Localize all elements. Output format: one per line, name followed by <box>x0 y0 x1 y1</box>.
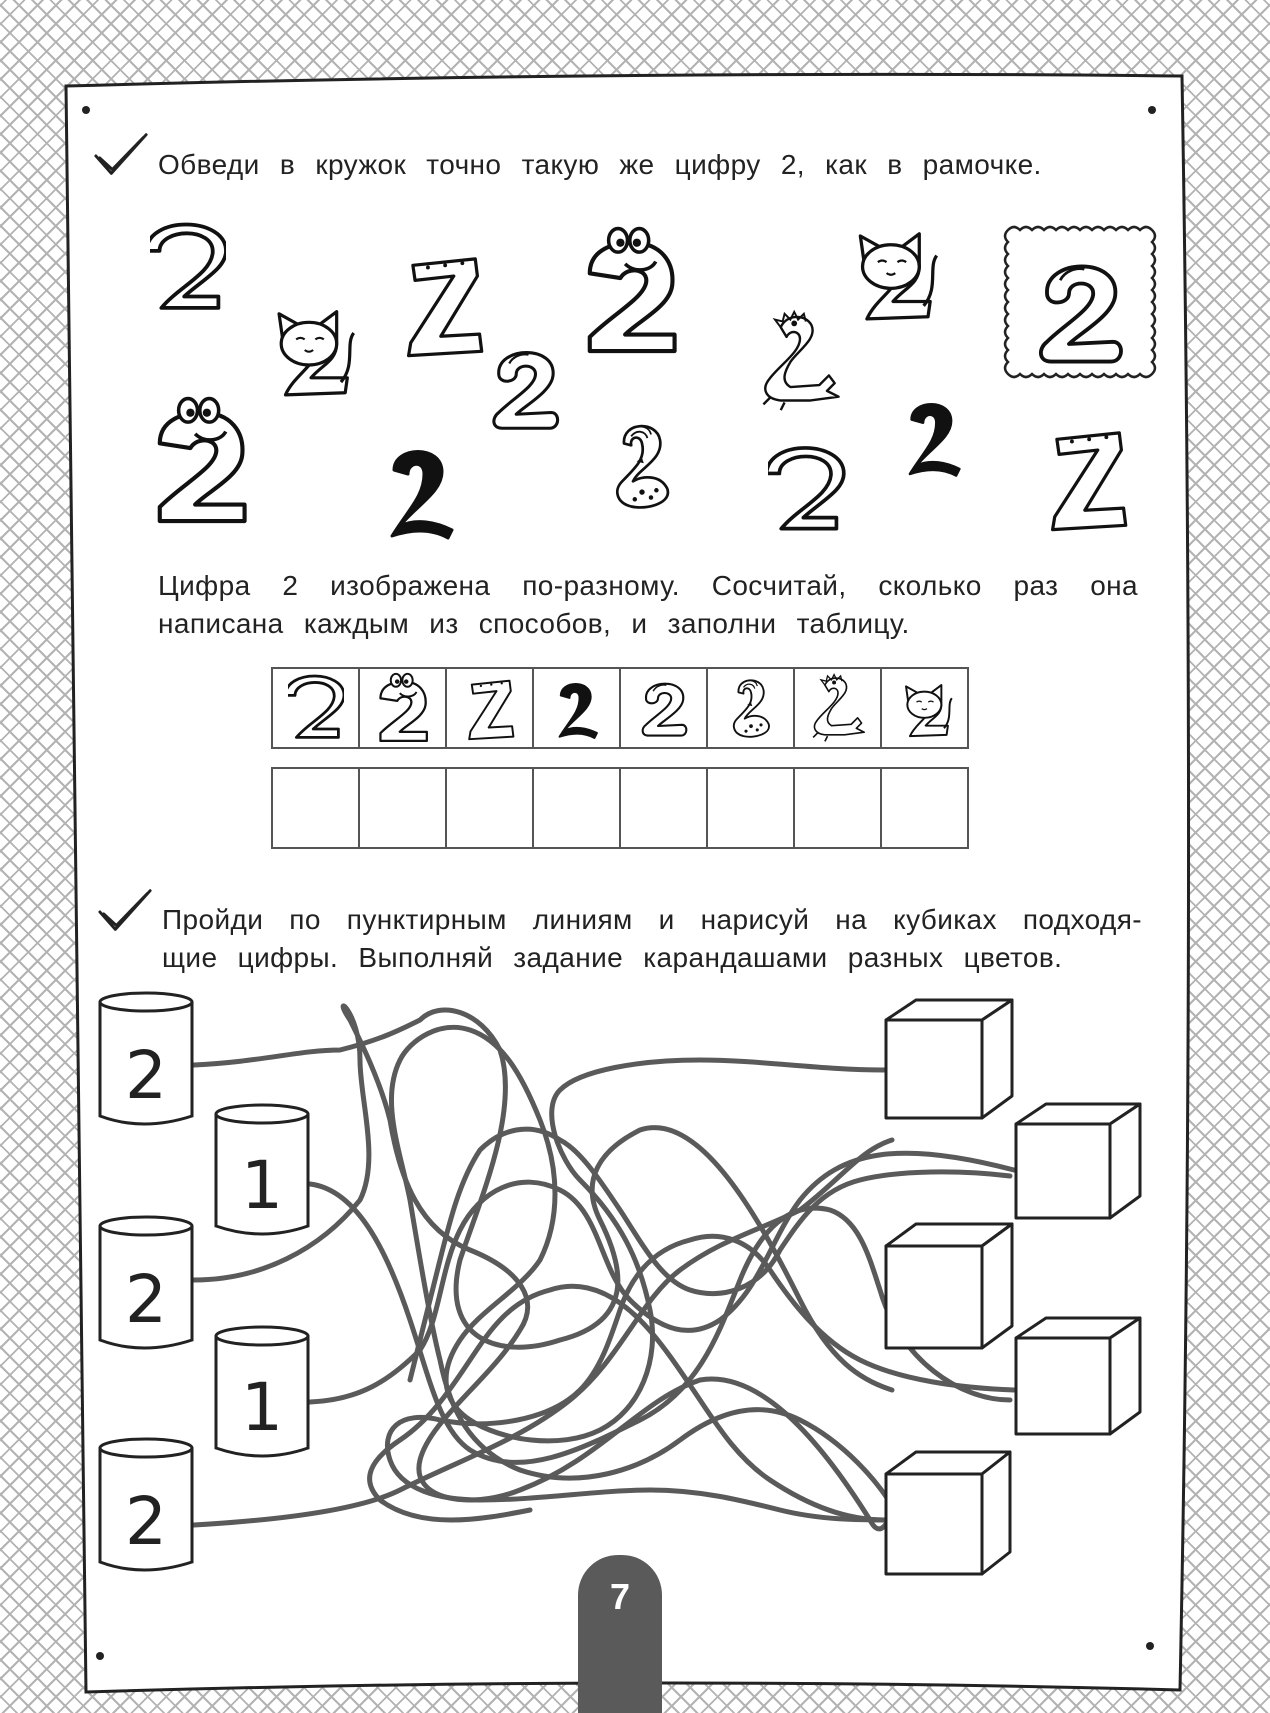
answer-cell[interactable] <box>271 767 360 849</box>
answer-cell[interactable] <box>358 767 447 849</box>
pin-dot <box>96 1652 104 1660</box>
figure-cell-bubble <box>619 667 708 749</box>
task-3-line-1: Пройди по пунктирным линиям и нарисуй на кубиках подходя- <box>162 904 1142 935</box>
task-2-line-1: Цифра 2 изображена по-разному. Сосчитай, сколько раз она <box>158 570 1138 601</box>
task-2-instruction <box>158 567 1138 643</box>
bubble-two-icon <box>640 675 688 741</box>
answer-cell[interactable] <box>445 767 534 849</box>
pin-dot <box>1146 1642 1154 1650</box>
can-digit: 2 <box>125 1483 167 1560</box>
can-digit: 2 <box>125 1037 167 1114</box>
figure-cell-outline <box>445 667 534 749</box>
task-3-instruction <box>162 901 1142 977</box>
answer-cell[interactable] <box>880 767 969 849</box>
snail-two-icon <box>726 672 776 744</box>
pin-dot <box>1148 106 1156 114</box>
answer-cell[interactable] <box>793 767 882 849</box>
figure-cell-plain <box>271 667 360 749</box>
figure-cell-bold <box>532 667 621 749</box>
face-two-icon <box>374 672 432 744</box>
answer-cell[interactable] <box>619 767 708 849</box>
can-digit: 1 <box>241 1147 283 1224</box>
pin-dot <box>82 106 90 114</box>
figure-cell-face <box>358 667 447 749</box>
outline-two-icon <box>464 672 516 744</box>
count-table <box>273 667 969 849</box>
answer-cell[interactable] <box>706 767 795 849</box>
bold-two-icon <box>552 675 602 741</box>
figure-cell-cat <box>880 667 969 749</box>
plain-two-icon <box>288 673 344 743</box>
figure-cell-snail <box>706 667 795 749</box>
cat-two-icon <box>895 672 955 744</box>
task-1-instruction: Обведи в кружок точно такую же цифру 2, как в рамочке. <box>158 149 1042 180</box>
dragon-two-icon <box>804 672 872 744</box>
answer-row <box>273 767 969 849</box>
cube-3[interactable] <box>886 1224 1012 1348</box>
page-number: 7 <box>578 1555 662 1713</box>
task-2-line-2: написана каждым из способов, и заполни таблицу. <box>158 608 910 639</box>
cube-4[interactable] <box>1016 1318 1140 1434</box>
cube-2[interactable] <box>1016 1104 1140 1218</box>
task-3-line-2: щие цифры. Выполняй задание карандашами разных цветов. <box>162 942 1063 973</box>
figure-cell-dragon <box>793 667 882 749</box>
can-digit: 2 <box>125 1261 167 1338</box>
answer-cell[interactable] <box>532 767 621 849</box>
cube-1[interactable] <box>886 1000 1012 1118</box>
figure-row <box>273 667 969 749</box>
cube-5[interactable] <box>886 1452 1010 1574</box>
can-digit: 1 <box>241 1369 283 1446</box>
